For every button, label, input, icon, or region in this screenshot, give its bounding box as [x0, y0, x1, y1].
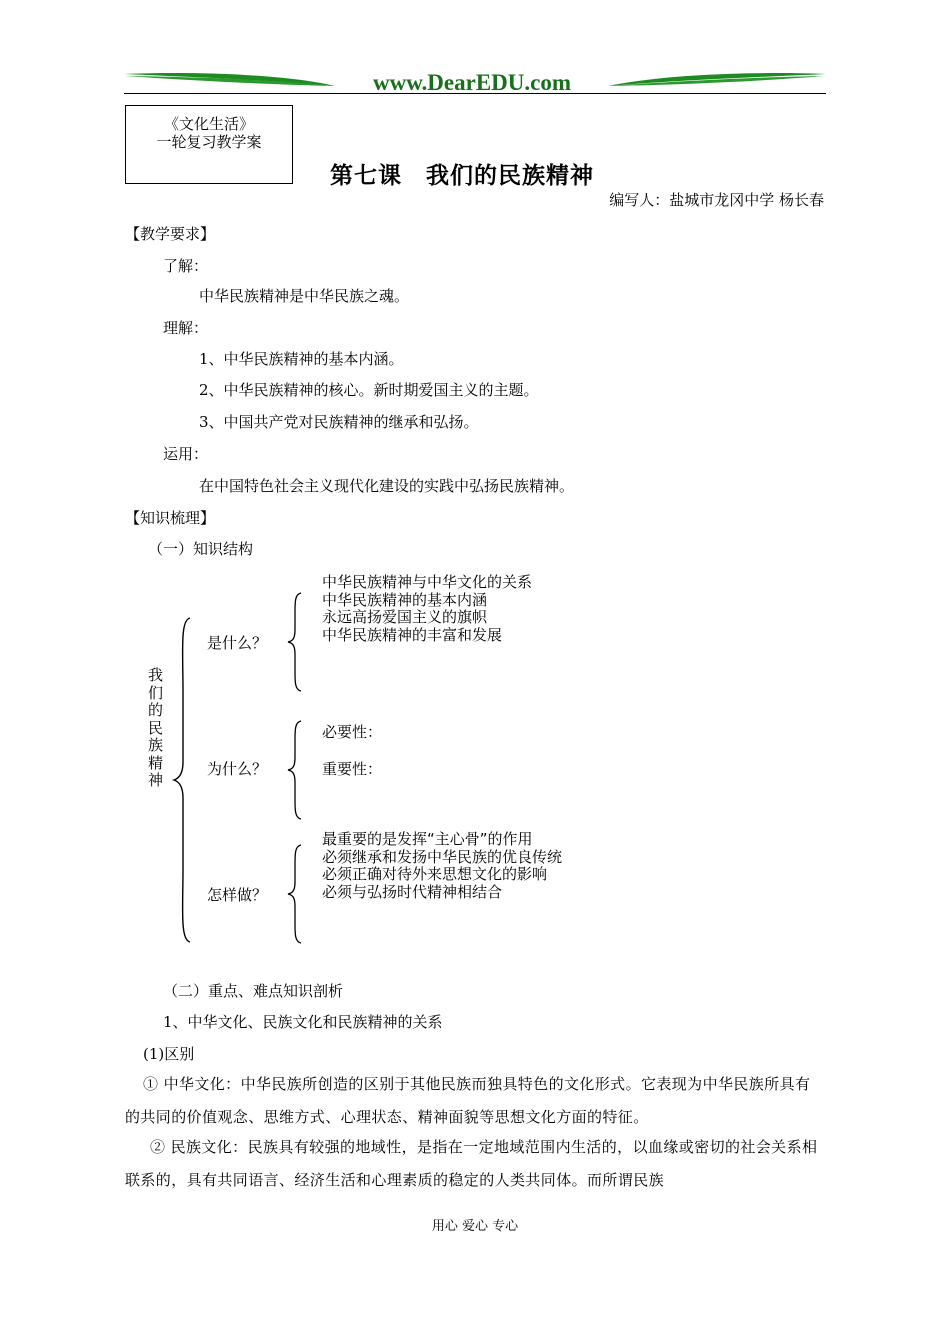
why-item-importance: 重要性： [322, 760, 383, 778]
paragraph-chinese-culture: ① 中华文化：中华民族所创造的区别于其他民族而独具特色的文化形式。它表现为中华民族所具有的共同的价值观念、思维方式、心理状态、精神面貌等思想文化方面的特征。 [125, 1075, 811, 1126]
paragraph-ethnic-culture: ② 民族文化：民族具有较强的地域性，是指在一定地域范围内生活的，以血缘或密切的社会关系相联系的，具有共同语言、经济生活和心理素质的稳定的人类共同体。而所谓民族 [125, 1138, 818, 1189]
site-logo: www.DearEDU.com [372, 70, 572, 95]
course-box [125, 105, 293, 184]
root-char: 精 [148, 753, 164, 772]
how-item: 必须继承和发扬中华民族的优良传统 [322, 847, 563, 866]
what-items [322, 574, 532, 644]
root-char: 们 [148, 683, 164, 702]
root-char: 的 [148, 701, 164, 719]
what-item: 中华民族精神与中华文化的关系 [322, 573, 533, 591]
how-brace [283, 842, 307, 946]
what-item: 中华民族精神的基本内涵 [322, 590, 488, 609]
why-label: 为什么？ [207, 760, 268, 778]
root-char: 神 [148, 771, 164, 789]
footer-motto: 用心 爱心 专心 [431, 1219, 519, 1234]
why-item-necessity: 必要性： [322, 723, 383, 741]
how-items [322, 831, 562, 901]
what-brace [283, 590, 307, 694]
author-line: 编写人：盐城市龙冈中学 杨长春 [609, 191, 824, 209]
how-label: 怎样做？ [207, 886, 268, 904]
course-subtitle: 一轮复习教学案 [156, 133, 262, 151]
how-item: 最重要的是发挥“主心骨”的作用 [322, 830, 533, 848]
course-name: 《文化生活》 [163, 115, 254, 133]
root-char: 族 [148, 736, 164, 754]
how-item: 必须正确对待外来思想文化的影响 [322, 865, 548, 883]
diagram-root [148, 667, 163, 790]
understand-item: 中华民族精神是中华民族之魂。 [199, 287, 410, 305]
what-item: 中华民族精神的丰富和发展 [322, 625, 503, 644]
comprehend-item: 3、中国共产党对民族精神的继承和弘扬。 [199, 413, 479, 431]
analysis-label: （二）重点、难点知识剖析 [163, 982, 344, 1000]
root-char: 民 [148, 718, 164, 737]
sub-heading-difference: (1)区别 [143, 1045, 195, 1063]
what-item: 永远高扬爱国主义的旗帜 [322, 608, 488, 626]
why-brace [283, 718, 307, 822]
header-banner [120, 66, 830, 96]
point-1: 1、中华文化、民族文化和民族精神的关系 [163, 1013, 443, 1031]
root-char: 我 [148, 666, 164, 684]
lesson-title: 第七课 我们的民族精神 [330, 162, 594, 189]
structure-label: （一）知识结构 [148, 540, 254, 558]
apply-label: 运用： [163, 445, 209, 463]
knowledge-heading: 【知识梳理】 [125, 509, 216, 527]
understand-label: 了解： [163, 257, 209, 275]
comprehend-label: 理解： [163, 319, 209, 337]
what-label: 是什么？ [207, 634, 268, 652]
requirements-heading: 【教学要求】 [125, 225, 216, 243]
root-brace [170, 612, 200, 948]
comprehend-item: 2、中华民族精神的核心。新时期爱国主义的主题。 [199, 381, 539, 399]
how-item: 必须与弘扬时代精神相结合 [322, 882, 503, 901]
apply-item: 在中国特色社会主义现代化建设的实践中弘扬民族精神。 [199, 477, 575, 495]
comprehend-item: 1、中华民族精神的基本内涵。 [199, 350, 404, 368]
